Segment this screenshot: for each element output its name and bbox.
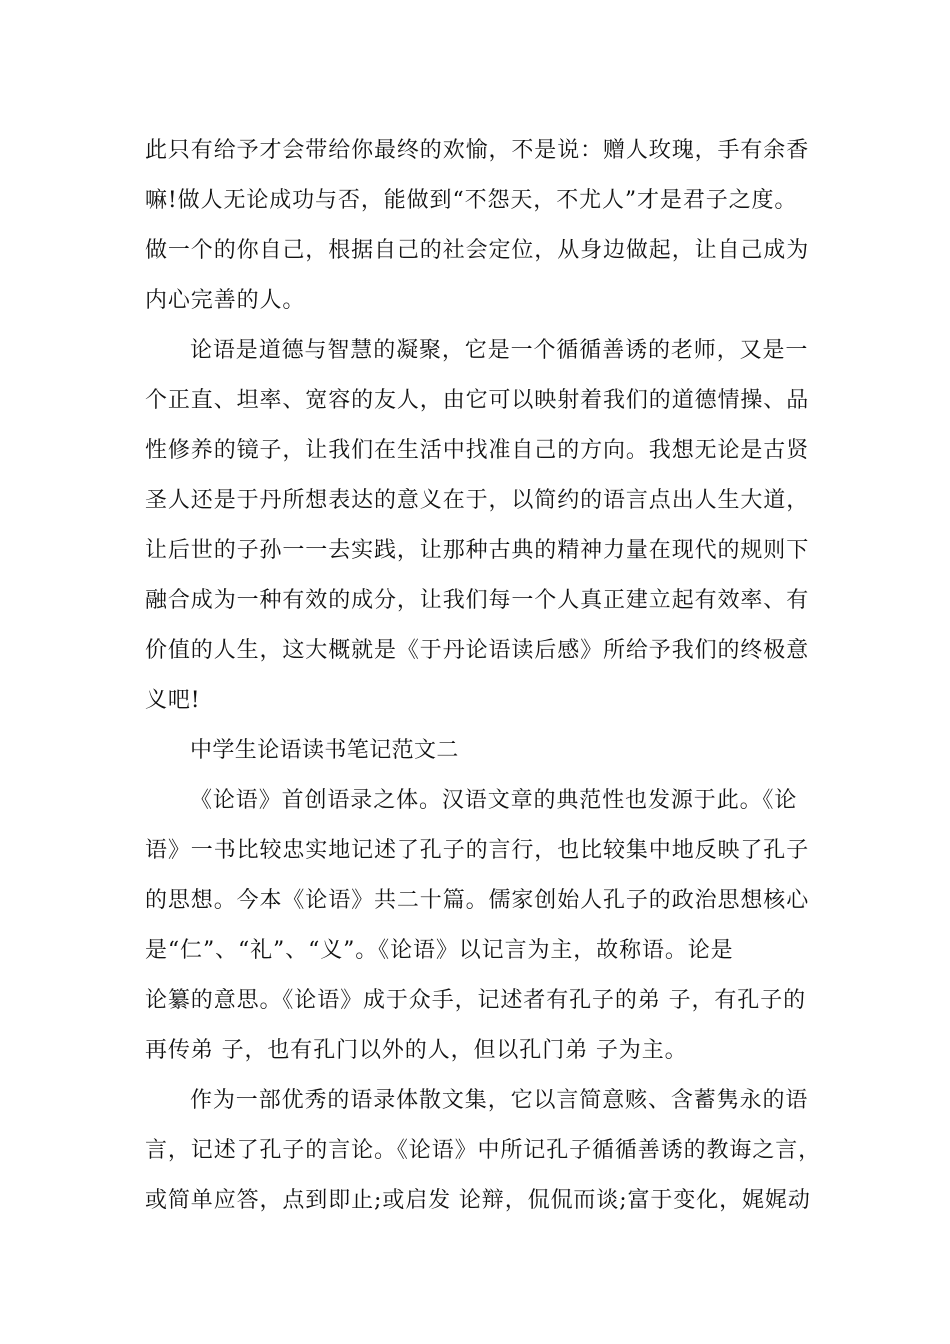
text-line: 义吧! bbox=[145, 688, 201, 713]
text-line: 作为一部优秀的语录体散文集，它以言简意赅、含蓄隽永的语 bbox=[190, 1088, 809, 1113]
text-line: 融合成为一种有效的成分，让我们每一个人真正建立起有效率、有 bbox=[145, 588, 810, 613]
text-line: 言，记述了孔子的言论。《论语》中所记孔子循循善诱的教诲之言， bbox=[145, 1138, 822, 1163]
text-line: 《论语》首创语录之体。汉语文章的典范性也发源于此。《论 bbox=[190, 788, 798, 813]
text-line: 是“仁”、“礼”、“义”。《论语》以记言为主，故称语。论是 bbox=[145, 938, 734, 963]
text-line: 语》一书比较忠实地记述了孔子的言行，也比较集中地反映了孔子 bbox=[145, 838, 810, 863]
section-title: 中学生论语读书笔记范文二 bbox=[190, 738, 459, 763]
text-line: 再传弟 子，也有孔门以外的人，但以孔门弟 子为主。 bbox=[145, 1038, 688, 1063]
text-line: 论语是道德与智慧的凝聚，它是一个循循善诱的老师，又是一 bbox=[190, 338, 809, 363]
text-line: 个正直、坦率、宽容的友人，由它可以映射着我们的道德情操、品 bbox=[145, 388, 810, 413]
text-line: 性修养的镜子，让我们在生活中找准自己的方向。我想无论是古贤 bbox=[145, 438, 810, 463]
text-line: 或简单应答，点到即止;或启发 论辩，侃侃而谈;富于变化，娓娓动 bbox=[145, 1188, 811, 1213]
text-line: 价值的人生，这大概就是《于丹论语读后感》所给予我们的终极意 bbox=[145, 638, 810, 663]
text-line: 圣人还是于丹所想表达的意义在于，以简约的语言点出人生大道， bbox=[145, 488, 810, 513]
text-line: 的思想。今本《论语》共二十篇。儒家创始人孔子的政治思想核心 bbox=[145, 888, 810, 913]
text-line: 嘛!做人无论成功与否，能做到“不怨天，不尤人”才是君子之度。 bbox=[145, 188, 798, 213]
text-line: 内心完善的人。 bbox=[145, 288, 306, 313]
text-line: 让后世的子孙一一去实践，让那种古典的精神力量在现代的规则下 bbox=[145, 538, 810, 563]
text-line: 做一个的你自己，根据自己的社会定位，从身边做起，让自己成为 bbox=[145, 238, 810, 263]
text-line: 此只有给予才会带给你最终的欢愉，不是说：赠人玫瑰，手有余香 bbox=[145, 138, 810, 163]
text-line: 论纂的意思。《论语》成于众手，记述者有孔子的弟 子，有孔子的 bbox=[145, 988, 806, 1013]
